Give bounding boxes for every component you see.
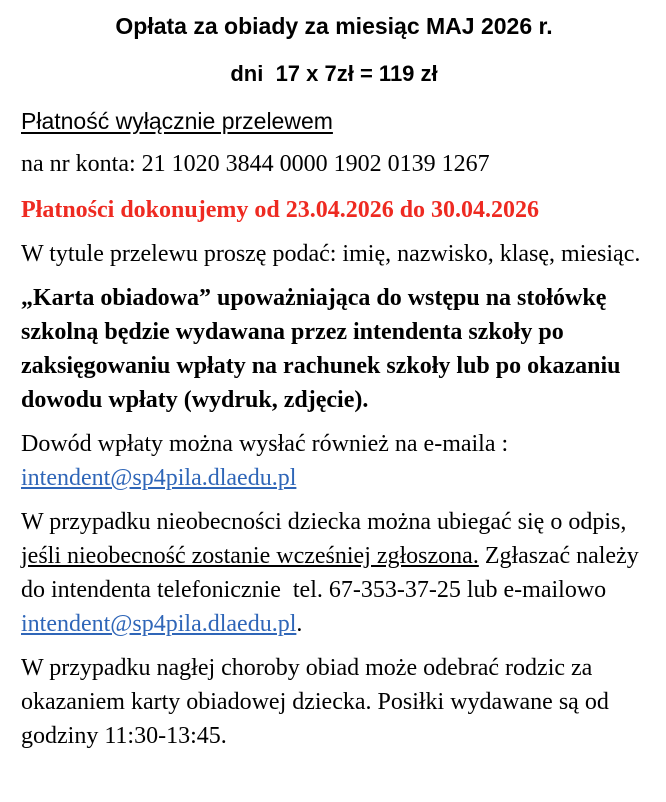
page-title: Opłata za obiady za miesiąc MAJ 2026 r. <box>115 13 553 39</box>
proof-paragraph <box>21 427 647 495</box>
absence-text-3: . <box>296 611 303 637</box>
lunch-card-paragraph: „Karta obiadowa” upoważniająca do wstępu na stołówkę szkolną będzie wydawana przez intendenta szkoły po zaksięgowaniu wpłaty na rachunek szkoły lub po okazaniu dowodu wpłaty (wydruk, zdjęcie). <box>21 285 627 413</box>
absence-text-2: Zgłaszać należy do intendenta telefonicznie tel. 67-353-37-25 lub e-mailowo <box>21 543 645 603</box>
absence-text-1: W przypadku nieobecności dziecka można ubiegać się o odpis, <box>21 509 633 535</box>
illness-paragraph: W przypadku nagłej choroby obiad może odebrać rodzic za okazaniem karty obiadowej dziecka. Posiłki wydawane są od godziny 11:30-13:45. <box>21 655 615 749</box>
account-number-line: na nr konta: 21 1020 3844 0000 1902 0139 1267 <box>21 151 490 177</box>
payment-method-line: Płatność wyłącznie przelewem <box>21 108 333 134</box>
price-line: dni 17 x 7zł = 119 zł <box>230 61 438 86</box>
proof-text: Dowód wpłaty można wysłać również na e-maila : <box>21 431 509 457</box>
absence-underlined-text: jeśli nieobecność zostanie wcześniej zgłoszona. <box>21 543 479 569</box>
absence-paragraph <box>21 505 647 641</box>
transfer-title-line: W tytule przelewu proszę podać: imię, nazwisko, klasę, miesiąc. <box>21 241 641 267</box>
payment-deadline-line: Płatności dokonujemy od 23.04.2026 do 30.04.2026 <box>21 197 540 223</box>
email-link-2[interactable]: intendent@sp4pila.dlaedu.pl <box>21 611 297 637</box>
email-link[interactable]: intendent@sp4pila.dlaedu.pl <box>21 465 297 491</box>
